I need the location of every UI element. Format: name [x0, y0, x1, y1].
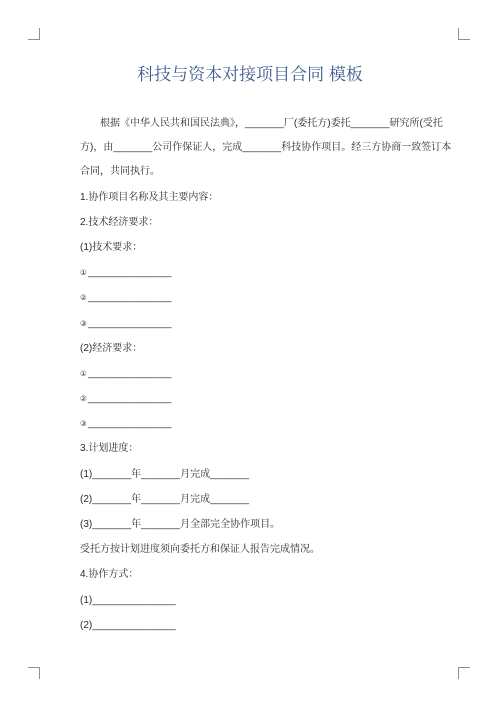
clauses [80, 185, 460, 638]
crop-mark-bottom-right [458, 667, 470, 679]
cooperation-method-heading: 4.协作方式： [80, 569, 139, 581]
fill-in-blank: _______________ [88, 393, 172, 405]
crop-mark-top-right [458, 28, 470, 40]
item-number: ① [80, 368, 87, 378]
cooperation-item-2: (2)_______________ [80, 619, 176, 631]
economic-item-2 [80, 386, 460, 411]
intro-line-2: 方)，由_______公司作保证人，完成_______科技协作项目。经三方协商一致签订本 [80, 142, 452, 153]
item-number: ② [80, 394, 87, 404]
fill-in-blank: _______________ [88, 367, 172, 379]
economic-requirements-heading: (2)经济要求： [80, 342, 143, 354]
item-number: ③ [80, 419, 87, 429]
cooperation-item-1: (1)_______________ [80, 594, 176, 606]
item-number: ② [80, 293, 87, 303]
fill-in-blank: _______________ [88, 317, 172, 329]
section-1-heading: 1.协作项目名称及其主要内容： [80, 191, 219, 203]
fill-in-blank: _______________ [88, 418, 172, 430]
document-body [80, 112, 460, 638]
technical-item-2 [80, 285, 460, 310]
fill-in-blank: _______________ [88, 292, 172, 304]
crop-mark-bottom-left [28, 667, 40, 679]
economic-item-3 [80, 411, 460, 436]
schedule-row-2: (2)_______年_______月完成_______ [80, 493, 250, 505]
intro-paragraph [80, 112, 460, 184]
fill-in-blank: _______________ [88, 267, 172, 279]
technical-item-1 [80, 260, 460, 285]
schedule-row-1: (1)_______年_______月完成_______ [80, 468, 250, 480]
document-title: 科技与资本对接项目合同 模板 [137, 65, 363, 84]
economic-item-1 [80, 361, 460, 386]
technical-requirements-heading: (1)技术要求： [80, 241, 143, 253]
schedule-heading: 3.计划进度： [80, 443, 139, 455]
schedule-row-3: (3)_______年_______月全部完全协作项目。 [80, 519, 281, 531]
section-2-heading: 2.技术经济要求： [80, 216, 159, 228]
technical-item-3 [80, 311, 460, 336]
intro-line-1: 根据《中华人民共和国民法典》，_______厂(委托方)委托_______研究所(受托 [100, 118, 443, 129]
intro-line-3: 合同，共同执行。 [80, 166, 160, 177]
item-number: ① [80, 268, 87, 278]
crop-mark-top-left [28, 28, 40, 40]
item-number: ③ [80, 318, 87, 328]
schedule-note: 受托方按计划进度须向委托方和保证人报告完成情况。 [80, 544, 320, 556]
